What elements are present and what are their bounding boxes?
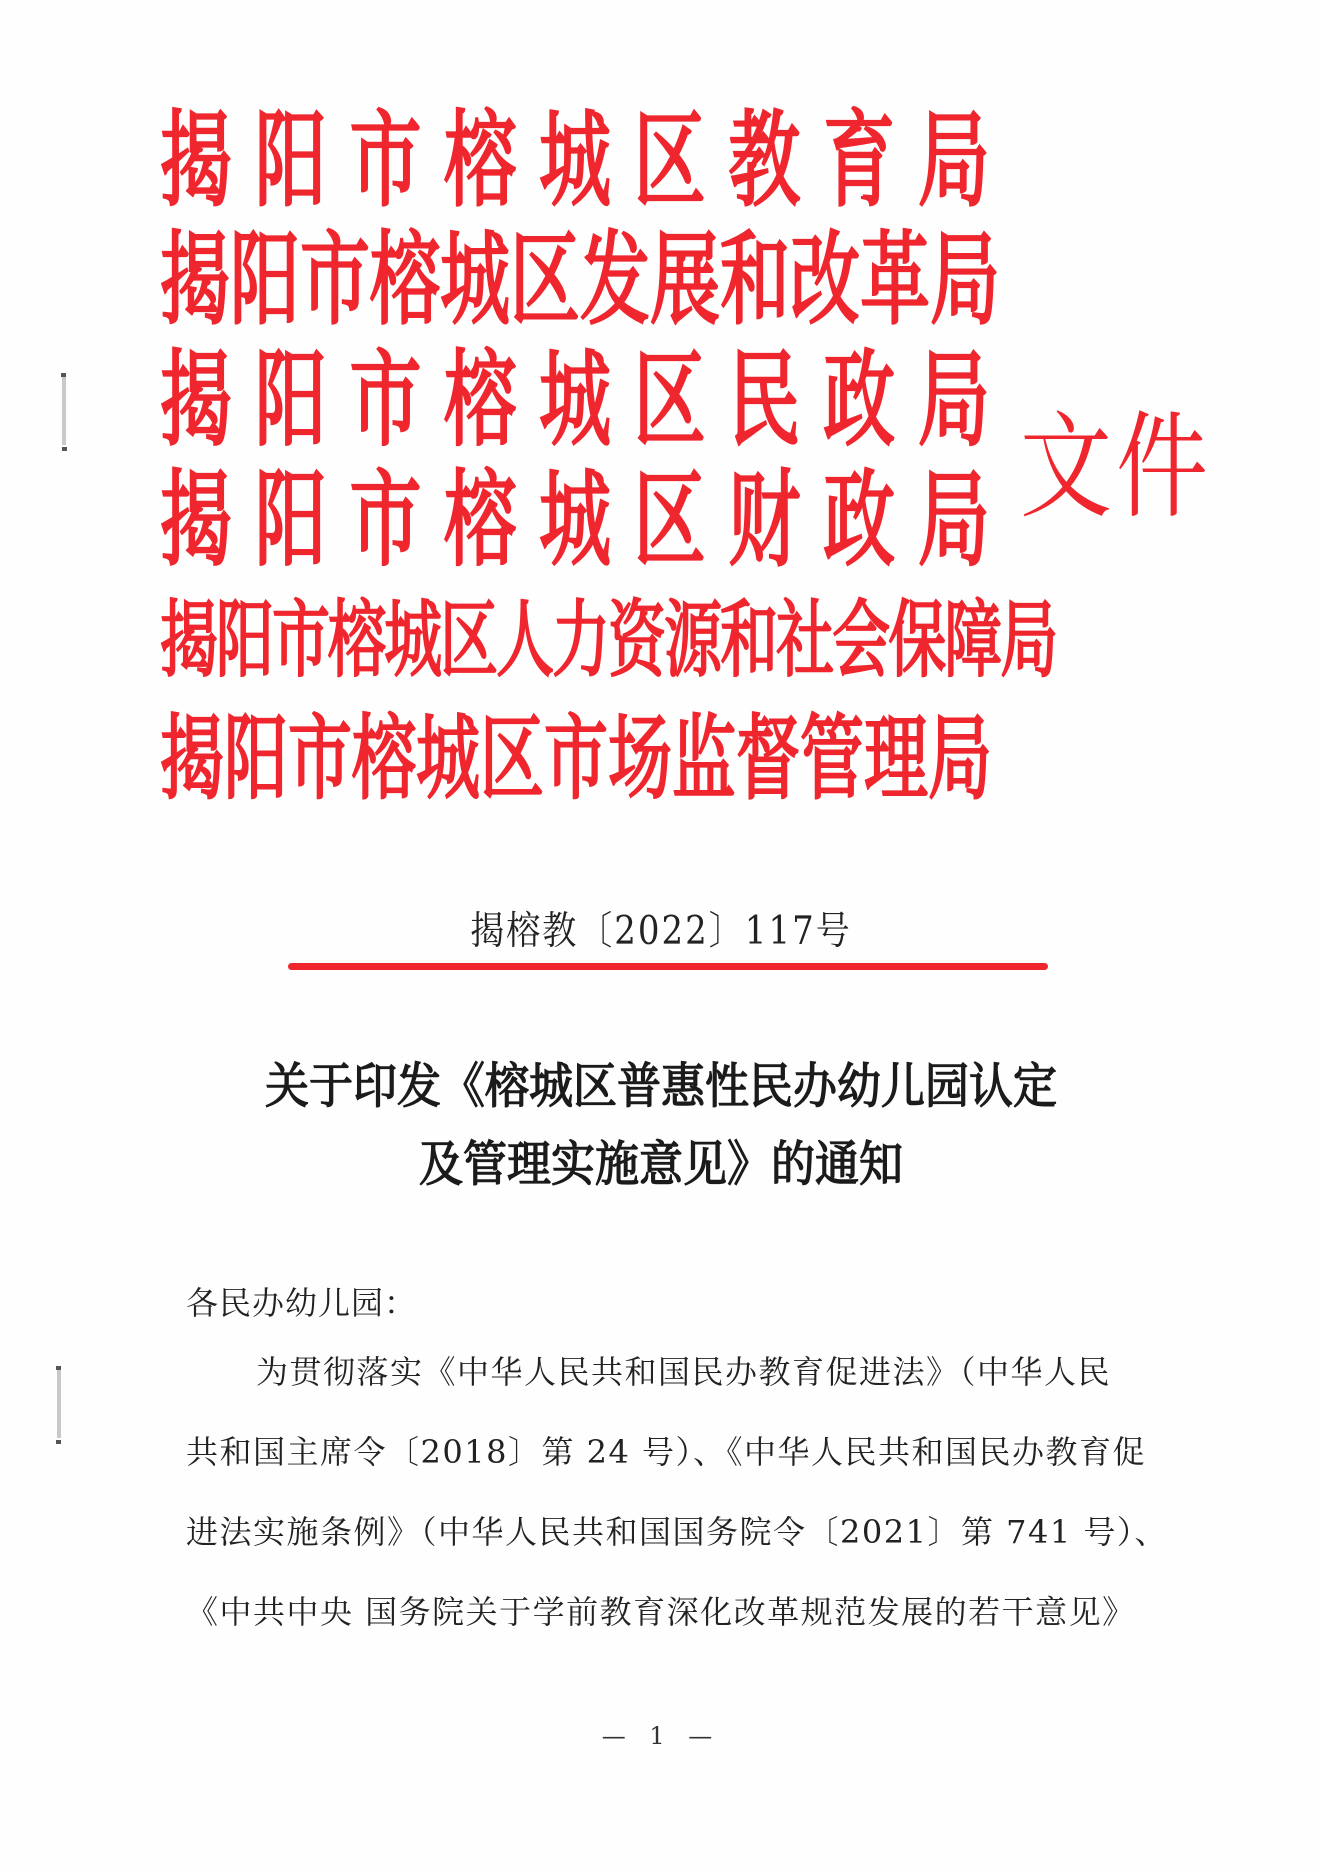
page-number: — 1 — [601, 1722, 721, 1750]
issuer-char: 监 [672, 706, 736, 814]
title-line-1 [0, 1048, 1322, 1126]
issuer-market-supervision-bureau [160, 700, 990, 820]
body-line: 《中共中央 国务院关于学前教育深化改革规范发展的若干意见》 [186, 1593, 1136, 1631]
issuer-char: 阳 [216, 590, 273, 690]
issuer-char: 城 [416, 706, 480, 814]
issuer-finance-bureau [160, 460, 990, 580]
issuer-char: 保 [888, 590, 945, 690]
issuer-char: 民 [728, 339, 801, 461]
issuer-char: 区 [440, 590, 497, 690]
issuer-char: 会 [832, 590, 889, 690]
issuer-char: 局 [928, 706, 992, 814]
binding-dot [61, 373, 66, 377]
issuer-char: 榕 [328, 590, 385, 690]
binding-mark-bottom [57, 1368, 61, 1438]
issuer-char: 城 [384, 590, 441, 690]
issuer-char: 市 [300, 220, 370, 340]
issuer-char: 育 [823, 99, 896, 221]
issuer-char: 改 [790, 220, 860, 340]
issuer-development-reform-bureau [160, 220, 1000, 340]
issuer-char: 障 [944, 590, 1001, 690]
issuer-char: 政 [823, 459, 896, 581]
issuer-char: 社 [776, 590, 833, 690]
salutation: 各民办幼儿园： [186, 1284, 418, 1322]
issuer-char: 和 [720, 590, 777, 690]
issuer-char: 阳 [230, 220, 300, 340]
body-line: 为贯彻落实《中华人民共和国民办教育促进法》（中华人民 [256, 1353, 1112, 1391]
issuer-civil-affairs-bureau [160, 340, 990, 460]
issuer-char: 阳 [254, 339, 327, 461]
issuer-char: 教 [728, 99, 801, 221]
issuer-char: 发 [580, 220, 650, 340]
issuer-char: 阳 [224, 706, 288, 814]
document-number [0, 903, 1322, 955]
issuer-char: 场 [608, 706, 672, 814]
issuer-char: 革 [860, 220, 930, 340]
issuer-char: 榕 [352, 706, 416, 814]
issuer-char: 局 [917, 339, 990, 461]
issuer-char: 资 [608, 590, 665, 690]
issuer-char: 财 [728, 459, 801, 581]
issuer-char: 揭 [160, 590, 217, 690]
issuer-char: 局 [917, 99, 990, 221]
issuer-human-resources-bureau [160, 580, 1057, 700]
issuer-char: 区 [480, 706, 544, 814]
issuer-char: 揭 [160, 339, 233, 461]
issuer-char: 人 [496, 590, 553, 690]
binding-dot [56, 1440, 61, 1444]
issuer-char: 管 [800, 706, 864, 814]
issuer-char: 政 [823, 339, 896, 461]
title-line-1-text: 关于印发《榕城区普惠性民办幼儿园认定 [265, 1058, 1057, 1115]
issuer-char: 市 [349, 99, 422, 221]
issuer-char: 榕 [370, 220, 440, 340]
issuer-char: 揭 [160, 220, 230, 340]
issuer-char: 城 [538, 339, 611, 461]
issuer-char: 市 [349, 459, 422, 581]
issuer-char: 榕 [444, 99, 517, 221]
notice-title [0, 1048, 1322, 1204]
issuer-char: 局 [917, 459, 990, 581]
issuer-char: 阳 [254, 99, 327, 221]
body-text [186, 1332, 1168, 1652]
binding-dot [62, 447, 67, 451]
title-line-2 [0, 1126, 1322, 1204]
issuer-char: 区 [510, 220, 580, 340]
issuer-char: 局 [930, 220, 1000, 340]
issuer-char: 区 [633, 459, 706, 581]
issuer-char: 榕 [444, 459, 517, 581]
issuer-char: 阳 [254, 459, 327, 581]
issuer-char: 和 [720, 220, 790, 340]
issuer-char: 城 [440, 220, 510, 340]
red-separator-rule [288, 963, 1048, 970]
issuer-char: 榕 [444, 339, 517, 461]
issuer-char: 区 [633, 99, 706, 221]
issuer-char: 局 [1000, 590, 1057, 690]
body-line: 进法实施条例》（中华人民共和国国务院令〔2021〕第 741 号）、 [186, 1513, 1168, 1551]
issuer-char: 城 [538, 459, 611, 581]
issuer-char: 督 [736, 706, 800, 814]
binding-dot [56, 1366, 61, 1370]
issuer-char: 区 [633, 339, 706, 461]
issuer-char: 市 [288, 706, 352, 814]
issuer-char: 源 [664, 590, 721, 690]
issuer-char: 展 [650, 220, 720, 340]
issuer-char: 理 [864, 706, 928, 814]
title-line-2-text: 及管理实施意见》的通知 [419, 1136, 903, 1193]
issuer-char: 城 [538, 99, 611, 221]
issuer-char: 揭 [160, 99, 233, 221]
issuer-char: 市 [272, 590, 329, 690]
issuer-char: 力 [552, 590, 609, 690]
issuer-char: 市 [349, 339, 422, 461]
binding-mark-top [62, 375, 66, 445]
document-label: 文件 [1020, 400, 1213, 534]
body-line: 共和国主席令〔2018〕第 24 号）、《中华人民共和国民办教育促 [186, 1433, 1147, 1471]
issuer-char: 揭 [160, 706, 224, 814]
document-number-text: 揭榕教〔2022〕117号 [470, 908, 852, 955]
issuer-char: 揭 [160, 459, 233, 581]
issuer-education-bureau [160, 100, 990, 220]
issuer-letterhead [160, 99, 1057, 820]
issuer-char: 市 [544, 706, 608, 814]
